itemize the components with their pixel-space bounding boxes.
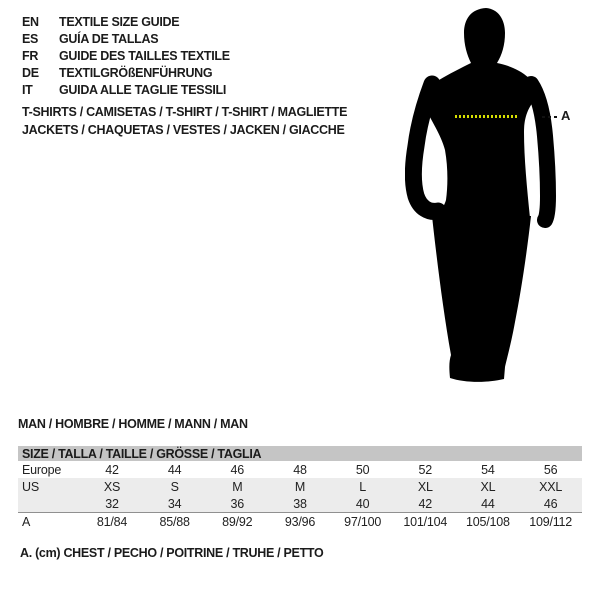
table-row-a-chest xyxy=(18,513,582,531)
cell: 97/100 xyxy=(344,514,382,529)
cell: 93/96 xyxy=(284,514,316,529)
size-table-header: SIZE / TALLA / TAILLE / GRÖSSE / TAGLIA xyxy=(18,446,582,461)
language-label: TEXTILE SIZE GUIDE xyxy=(59,15,180,29)
chest-measure-dashed-line xyxy=(455,115,517,118)
category-jackets: JACKETS / CHAQUETAS / VESTES / JACKEN / GIACCHE xyxy=(22,123,345,137)
measure-a-dashed-line xyxy=(542,116,558,118)
measure-a-label: A xyxy=(561,108,571,123)
cell: XL xyxy=(394,478,457,495)
cell: 54 xyxy=(481,462,495,477)
cell: 44 xyxy=(457,495,520,513)
section-title-man: MAN / HOMBRE / HOMME / MANN / MAN xyxy=(18,417,248,431)
row-label: A xyxy=(22,514,31,529)
cell: XXL xyxy=(519,478,582,495)
language-code: IT xyxy=(22,83,33,97)
language-code: FR xyxy=(22,49,39,63)
cell: 48 xyxy=(293,462,307,477)
size-table xyxy=(18,446,582,530)
cell: 32 xyxy=(81,495,144,513)
cell: 42 xyxy=(105,462,119,477)
table-row-alt-size xyxy=(18,495,582,513)
cell: 46 xyxy=(230,462,245,477)
cell: L xyxy=(331,478,394,495)
size-table-header-row xyxy=(18,446,582,461)
cell: 36 xyxy=(206,495,269,513)
row-label: Europe xyxy=(22,462,62,477)
cell: 109/112 xyxy=(529,514,573,529)
measurement-footnote: A. (cm) CHEST / PECHO / POITRINE / TRUHE / PETTO xyxy=(20,546,324,560)
cell: 105/108 xyxy=(466,514,510,529)
cell: 38 xyxy=(269,495,332,513)
table-row-europe xyxy=(18,461,582,478)
cell: 50 xyxy=(355,462,370,477)
row-label: US xyxy=(18,478,81,495)
man-silhouette-image xyxy=(405,6,565,386)
language-code: ES xyxy=(22,32,39,46)
cell: M xyxy=(269,478,332,495)
category-tshirts: T-SHIRTS / CAMISETAS / T-SHIRT / T-SHIRT / MAGLIETTE xyxy=(22,105,348,119)
cell: XS xyxy=(81,478,144,495)
cell: 89/92 xyxy=(222,514,253,529)
language-label: GUÍA DE TALLAS xyxy=(59,32,159,46)
cell: M xyxy=(206,478,269,495)
language-code: EN xyxy=(22,15,39,29)
language-code: DE xyxy=(22,66,39,80)
cell: S xyxy=(143,478,206,495)
cell: 42 xyxy=(394,495,457,513)
language-label: TEXTILGRÖßENFÜHRUNG xyxy=(59,66,213,80)
cell: 56 xyxy=(543,462,558,477)
cell: 44 xyxy=(167,462,182,477)
cell: 85/88 xyxy=(159,514,190,529)
cell: 101/104 xyxy=(403,514,448,529)
row-label xyxy=(18,495,81,513)
language-label: GUIDE DES TAILLES TEXTILE xyxy=(59,49,230,63)
cell: 34 xyxy=(143,495,206,513)
cell: 40 xyxy=(331,495,394,513)
cell: XL xyxy=(457,478,520,495)
language-label: GUIDA ALLE TAGLIE TESSILI xyxy=(59,83,227,97)
cell: 52 xyxy=(418,462,433,477)
cell: 46 xyxy=(519,495,582,513)
table-row-us xyxy=(18,478,582,495)
cell: 81/84 xyxy=(96,514,128,529)
